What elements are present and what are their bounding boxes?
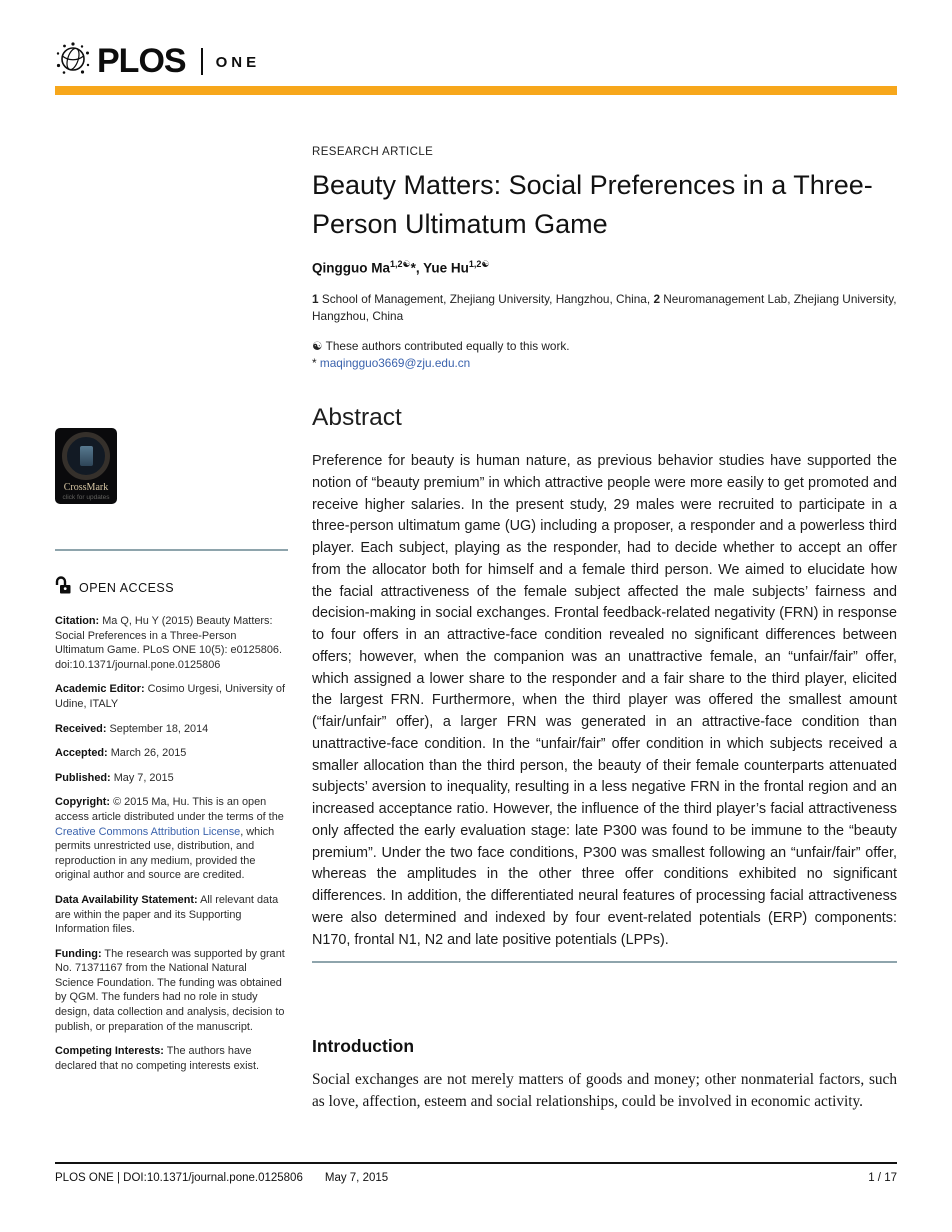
data-availability-note bbox=[55, 893, 288, 937]
footer bbox=[55, 1172, 897, 1184]
affiliation-2-number: 2 bbox=[653, 292, 660, 306]
crossmark-badge[interactable] bbox=[55, 428, 117, 504]
competing-interests-note bbox=[55, 1044, 288, 1073]
crossmark-title: CrossMark bbox=[63, 482, 109, 493]
header-accent-bar bbox=[55, 86, 897, 95]
published-text: May 7, 2015 bbox=[113, 771, 174, 784]
affiliations bbox=[312, 291, 897, 324]
affiliation-2-text: Neuromanagement Lab, Zhejiang University, Hangzhou, China bbox=[312, 292, 897, 323]
plos-logo bbox=[55, 40, 260, 83]
funding-label: Funding: bbox=[55, 947, 102, 960]
received-label: Received: bbox=[55, 722, 107, 735]
logo-one-text: ONE bbox=[215, 54, 261, 71]
corresponding-author-mark: * bbox=[410, 260, 416, 276]
article-title: Beauty Matters: Social Preferences in a Three-Person Ultimatum Game bbox=[312, 170, 873, 239]
crossmark-book-icon bbox=[80, 446, 93, 466]
academic-editor-text: Cosimo Urgesi, University of Udine, ITALY bbox=[55, 683, 285, 710]
competing-interests-text: The authors have declared that no competing interests exist. bbox=[55, 1045, 260, 1072]
open-lock-icon bbox=[55, 576, 71, 599]
academic-editor-label: Academic Editor: bbox=[55, 683, 145, 696]
author-2-affiliation-marks: 1,2☯ bbox=[468, 259, 490, 269]
citation-label: Citation: bbox=[55, 615, 100, 627]
globe-icon bbox=[55, 40, 91, 83]
crossmark-ring-icon bbox=[62, 432, 110, 480]
received-text: September 18, 2014 bbox=[109, 722, 209, 735]
academic-editor-note bbox=[55, 682, 288, 711]
corresponding-email-link[interactable]: maqingguo3669@zju.edu.cn bbox=[319, 356, 471, 370]
sidebar bbox=[55, 428, 288, 1073]
published-label: Published: bbox=[55, 771, 111, 784]
author-1-name: Qingguo Ma bbox=[312, 260, 390, 276]
received-note bbox=[55, 722, 288, 737]
abstract-heading: Abstract bbox=[312, 404, 402, 431]
logo-plos-text: PLOS bbox=[97, 42, 186, 80]
cc-license-link[interactable]: Creative Commons Attribution License bbox=[55, 825, 241, 838]
abstract-divider bbox=[312, 961, 897, 963]
citation-note bbox=[55, 614, 288, 672]
crossmark-subtitle: click for updates bbox=[62, 494, 110, 501]
open-access-row bbox=[55, 576, 288, 599]
funding-note bbox=[55, 947, 288, 1035]
equal-contribution-symbol: ☯ bbox=[312, 339, 323, 353]
abstract-paragraph: Preference for beauty is human nature, as previous behavior studies have supported the notion of “beauty premium” in which attractive people were more easily to get promoted and receive higher salaries. In the present study, 29 males were recruited to participate in a three-person ultimatum game (UG) including a proposer, a responder and a powerless third player. Each subject, playing as the responder, had to decide whether to accept an offer from the allocator both for himself and a female third person. We aimed to elucidate how the facial attractiveness of the female subject affected the male subjects’ fairness and decision-making in social exchanges. Frontal feedback-related negativity (FRN) in response to four offers in an attractive-face condition revealed no significant differences between offers; however, when the companion was an unattractive female, an “unfair/fair” offer, which assigned a lower share to the responder and a fair share to the third player, elicited the largest FRN. Furthermore, when the third player was offered the smallest amount (“fair/unfair” offer), a larger FRN was generated in an attractive-face condition than unattractive-face condition. In the “unfair/fair” offer condition in which subjects received a smaller allocation than the third person, the beauty of their female counterparts attenuated subjects’ aversion to inequality, resulting in a less negative FRN in the frontal region and an increased acceptance ratio. However, the influence of the third player’s facial attractiveness only affected the early evaluation stage: late P300 was found to be immune to the “beauty premium”. Under the two face conditions, P300 was smallest following an “unfair/fair” offer, whereas the amplitudes in the other three offer conditions exhibited no significant differences. In addition, the differentiated neural features of processing facial attractiveness were also determined and indexed by four event-related potentials (ERP) components: N170, frontal N1, N2 and late positive potentials (LPPs). bbox=[312, 453, 897, 948]
affiliation-1-text: School of Management, Zhejiang University, Hangzhou, China, bbox=[318, 292, 654, 306]
corresponding-email-line bbox=[312, 356, 897, 370]
equal-contribution-note bbox=[312, 339, 897, 353]
copyright-label: Copyright: bbox=[55, 796, 111, 809]
introduction-heading: Introduction bbox=[312, 1036, 415, 1056]
author-1-affiliation-marks: 1,2☯ bbox=[390, 259, 411, 269]
copyright-post: , which permits unrestricted use, distribution, and reproduction in any medium, provided the original author and source are credited. bbox=[55, 825, 275, 882]
competing-interests-label: Competing Interests: bbox=[55, 1045, 164, 1058]
logo-separator bbox=[201, 48, 203, 75]
affiliation-1-number: 1 bbox=[312, 292, 319, 306]
footer-page-number: 1 / 17 bbox=[868, 1172, 897, 1184]
data-availability-label: Data Availability Statement: bbox=[55, 893, 198, 906]
citation-text: Ma Q, Hu Y (2015) Beauty Matters: Social Preferences in a Three-Person Ultimatum Game. PLoS ONE 10(5): e0125806. doi:10.1371/journal.pone.0125806 bbox=[55, 615, 282, 671]
copyright-note bbox=[55, 795, 288, 883]
introduction-paragraph: Social exchanges are not merely matters of goods and money; other nonmaterial factors, such as love, affection, esteem and social relationships, could be involved in economic activity. bbox=[312, 1071, 897, 1110]
footer-rule bbox=[55, 1162, 897, 1164]
sidebar-divider bbox=[55, 549, 288, 551]
published-note bbox=[55, 771, 288, 786]
open-access-label: OPEN ACCESS bbox=[79, 580, 175, 595]
author-2-name: Yue Hu bbox=[423, 260, 469, 276]
accepted-label: Accepted: bbox=[55, 747, 108, 760]
footer-left bbox=[55, 1172, 388, 1184]
copyright-pre: © 2015 Ma, Hu. This is an open access article distributed under the terms of the bbox=[55, 796, 284, 823]
email-mark: * bbox=[312, 356, 317, 370]
footer-journal-doi: PLOS ONE | DOI:10.1371/journal.pone.0125806 bbox=[55, 1172, 303, 1184]
funding-text: The research was supported by grant No. 71371167 from the National Natural Science Foundation. The funding was obtained by QGM. The funders had no role in study design, data collection and analysis, decision to publish, or preparation of the manuscript. bbox=[55, 947, 285, 1033]
accepted-note bbox=[55, 746, 288, 761]
equal-contribution-text: These authors contributed equally to this work. bbox=[322, 339, 570, 353]
author-separator: , bbox=[415, 260, 424, 276]
author-list bbox=[312, 259, 489, 276]
data-availability-text: All relevant data are within the paper and its Supporting Information files. bbox=[55, 893, 279, 936]
article-type-kicker: RESEARCH ARTICLE bbox=[312, 146, 434, 158]
accepted-text: March 26, 2015 bbox=[110, 747, 187, 760]
footer-date: May 7, 2015 bbox=[324, 1172, 389, 1184]
